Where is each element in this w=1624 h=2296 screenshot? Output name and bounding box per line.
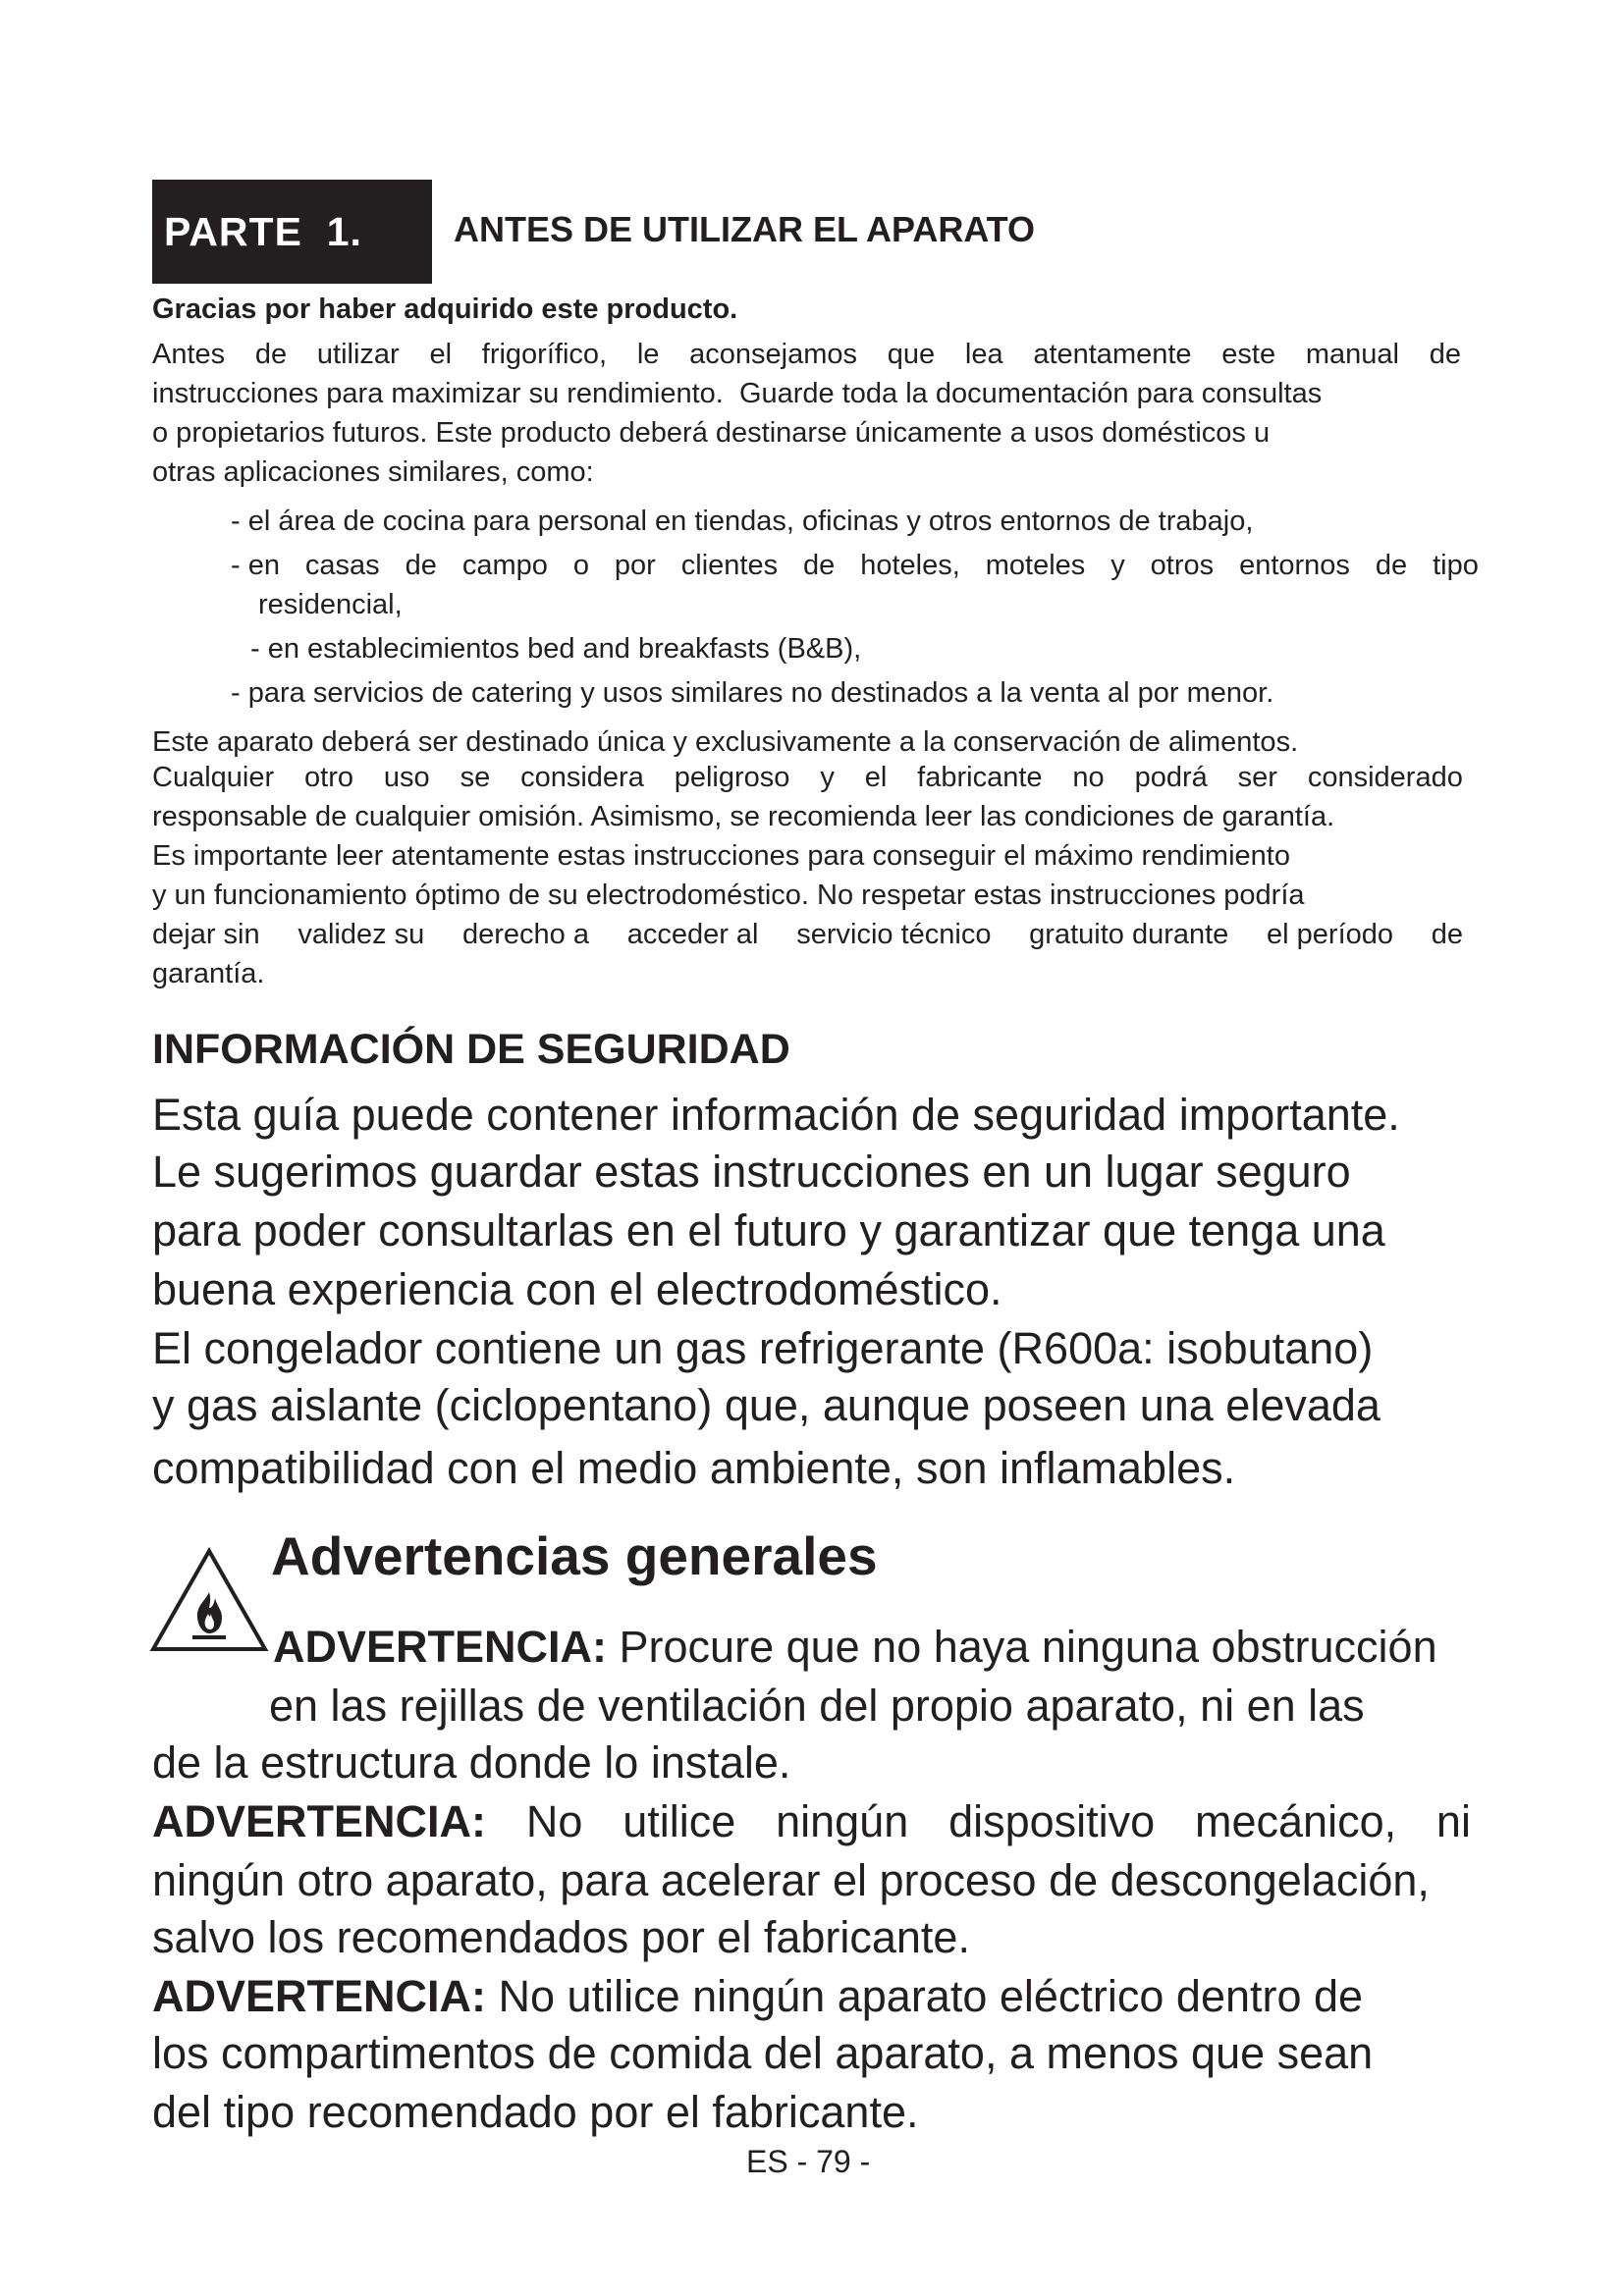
word: clientes (680, 550, 779, 581)
word: ser (1237, 762, 1277, 793)
para2-line-2 (152, 758, 1463, 797)
word: campo (461, 550, 548, 581)
word: considerado (1307, 762, 1463, 793)
word: el (429, 339, 453, 370)
para2-line-3: responsable de cualquier omisión. Asimismo, se recomienda leer las condiciones de garantía. (152, 801, 1335, 832)
warning-3-line-2: los compartimentos de comida del aparato, a menos que sean (152, 2028, 1374, 2078)
word: utilizar (316, 339, 400, 370)
bullet-2-cont: residencial, (258, 589, 403, 620)
part-label (152, 180, 432, 284)
warnings-heading: Advertencias generales (271, 1525, 878, 1586)
para2-line-6 (152, 915, 1463, 954)
word: mecánico, (1195, 1796, 1397, 1846)
bullet-2 (231, 546, 1479, 585)
word: atentamente (1033, 339, 1192, 370)
word: de (254, 339, 288, 370)
warning-1-text: Procure que no haya ninguna obstrucción (619, 1622, 1437, 1672)
word: se (460, 762, 491, 793)
warning-3-line-1 (152, 1971, 1363, 2022)
warning-3-line-3: del tipo recomendado por el fabricante. (152, 2087, 919, 2137)
warning-1-line-1 (273, 1622, 1437, 1673)
word: uso (383, 762, 430, 793)
word: podrá (1134, 762, 1208, 793)
page-title: ANTES DE UTILIZAR EL APARATO (454, 209, 1036, 249)
para2-line-7: garantía. (152, 958, 265, 989)
word: considera (520, 762, 644, 793)
warning-1-line-3: de la estructura donde lo instale. (152, 1737, 791, 1788)
safety-line-2: Le sugerimos guardar estas instrucciones en un lugar seguro (152, 1147, 1351, 1197)
word: lea (964, 339, 1003, 370)
intro-line-4: otras aplicaciones similares, como: (152, 456, 594, 488)
safety-line-1: Esta guía puede contener información de seguridad importante. (152, 1090, 1400, 1140)
word: hoteles, (860, 550, 960, 581)
word: casas (304, 550, 380, 581)
word: - en (231, 550, 280, 581)
safety-line-5: El congelador contiene un gas refrigerante (R600a: isobutano) (152, 1323, 1374, 1373)
word: no (1072, 762, 1105, 793)
intro-line-1 (152, 335, 1461, 374)
warning-2-line-2: ningún otro aparato, para acelerar el proceso de descongelación, (152, 1855, 1430, 1905)
bullet-3: - en establecimientos bed and breakfasts (B&B), (250, 633, 862, 665)
warning-2-line-3: salvo los recomendados por el fabricante. (152, 1912, 970, 1962)
bullet-4: - para servicios de catering y usos similares no destinados a la venta al por menor. (231, 677, 1274, 709)
word: No (525, 1796, 583, 1846)
word: de (1431, 919, 1463, 950)
thanks-line: Gracias por haber adquirido este producto. (152, 294, 738, 325)
intro-line-2: instrucciones para maximizar su rendimiento. Guarde toda la documentación para consultas (152, 378, 1323, 409)
word: ningún (776, 1796, 909, 1846)
word: este (1221, 339, 1276, 370)
word: el (864, 762, 888, 793)
safety-line-3: para poder consultarlas en el futuro y garantizar que tenga una (152, 1205, 1385, 1255)
word: otros (1150, 550, 1215, 581)
word: por (614, 550, 656, 581)
word: tipo (1433, 550, 1479, 581)
warning-3-text: No utilice ningún aparato eléctrico dentro de (498, 1971, 1364, 2021)
para2-line-5: y un funcionamiento óptimo de su electrodoméstico. No respetar estas instrucciones podría (152, 880, 1305, 911)
warning-label: ADVERTENCIA: (152, 1971, 487, 2021)
word: derecho a (462, 919, 589, 950)
safety-line-7: compatibilidad con el medio ambiente, son inflamables. (152, 1443, 1236, 1493)
word: o (572, 550, 589, 581)
safety-line-4: buena experiencia con el electrodoméstico. (152, 1264, 1002, 1314)
warning-2-line-1 (152, 1796, 1471, 1847)
word: frigorífico, (481, 339, 608, 370)
word: fabricante (917, 762, 1043, 793)
word: el período (1267, 919, 1394, 950)
word: Cualquier (152, 762, 275, 793)
word: gratuito durante (1029, 919, 1229, 950)
intro-line-3: o propietarios futuros. Este producto deberá destinarse únicamente a usos domésticos u (152, 417, 1271, 449)
word: manual (1305, 339, 1399, 370)
word: dejar sin (152, 919, 260, 950)
word: acceder al (626, 919, 759, 950)
word: Antes (152, 339, 226, 370)
warning-label: ADVERTENCIA: (273, 1622, 608, 1672)
word: le (636, 339, 660, 370)
word: y (820, 762, 835, 793)
bullet-1: - el área de cocina para personal en tiendas, oficinas y otros entornos de trabajo, (231, 506, 1254, 537)
word: de (1375, 550, 1408, 581)
para2-line-1: Este aparato deberá ser destinado única y exclusivamente a la conservación de alimentos. (152, 726, 1299, 758)
word: aconsejamos (689, 339, 858, 370)
word: otro (304, 762, 354, 793)
word: y (1110, 550, 1125, 581)
word: peligroso (674, 762, 790, 793)
flammable-warning-icon (149, 1547, 269, 1653)
safety-line-6: y gas aislante (ciclopentano) que, aunque poseen una elevada (152, 1380, 1380, 1430)
word: de (405, 550, 437, 581)
word: que (887, 339, 936, 370)
word: validez su (298, 919, 425, 950)
word: moteles (985, 550, 1086, 581)
warning-1-line-2: en las rejillas de ventilación del propio aparato, ni en las (269, 1681, 1365, 1731)
word: de (803, 550, 836, 581)
word: de (1429, 339, 1461, 370)
safety-heading: INFORMACIÓN DE SEGURIDAD (152, 1026, 790, 1073)
page-number: ES - 79 - (746, 2144, 871, 2179)
word: ni (1435, 1796, 1471, 1846)
part-label-text: PARTE 1. (164, 208, 362, 254)
word: dispositivo (948, 1796, 1156, 1846)
para2-line-4: Es importante leer atentamente estas instrucciones para conseguir el máximo rendimiento (152, 840, 1290, 872)
word: entornos (1239, 550, 1350, 581)
word: servicio técnico (796, 919, 992, 950)
warning-label: ADVERTENCIA: (152, 1796, 487, 1846)
word: utilice (623, 1796, 736, 1846)
